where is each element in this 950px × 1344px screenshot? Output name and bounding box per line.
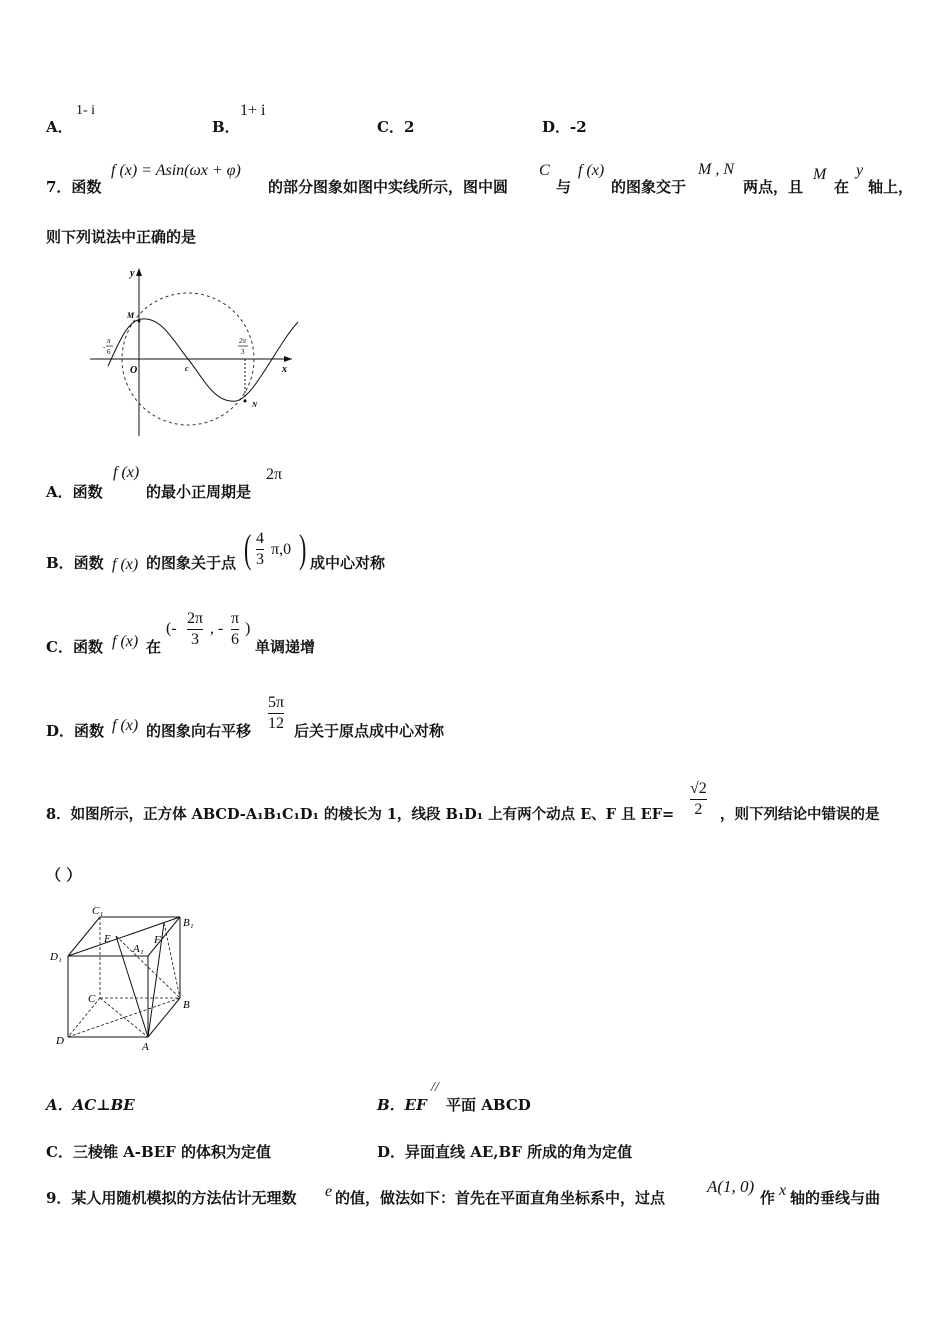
graph-y-label: y (130, 268, 135, 279)
q7-option-c-end: 单调递增 (255, 638, 316, 656)
q7-text-3: 的图象交于 (611, 178, 687, 196)
q7-option-b-point: π,0 (271, 541, 292, 558)
q6-option-a-math: 1- i (76, 103, 96, 118)
q8-stem: 8．如图所示，正方体 ABCD-A₁B₁C₁D₁ 的棱长为 1，线段 B₁D₁ 上有两个动点 E、F 且 EF= (46, 806, 675, 823)
q7-option-a-label: A．函数 (46, 483, 103, 501)
q7-option-c-frac-1 (187, 610, 203, 649)
q7-option-b-frac (256, 530, 264, 569)
graph-neg-sign: - (103, 343, 106, 351)
q7-option-b-fx: f (x) (112, 556, 139, 573)
q7-option-c-open: (- (166, 620, 177, 637)
q7-option-b-lparen: ( (243, 526, 252, 571)
q7-option-d-fx: f (x) (112, 717, 139, 734)
q8-option-a: A．AC⊥BE (46, 1096, 135, 1114)
q7-function: f (x) = Asin(ωx + φ) (111, 162, 241, 179)
q7-option-a-fx: f (x) (113, 464, 140, 481)
q7-option-b-rparen: ) (298, 526, 307, 571)
q7-option-b-text: 的图象关于点 (146, 554, 237, 572)
q6-option-a-label: A． (46, 118, 73, 136)
q8-option-d: D．异面直线 AE,BF 所成的角为定值 (377, 1143, 633, 1161)
q7-option-c-text: 在 (146, 638, 162, 656)
q9-text-1: 9．某人用随机模拟的方法估计无理数 (46, 1189, 297, 1207)
q7-option-c-label: C．函数 (46, 638, 103, 656)
q7-text-2: 与 (556, 178, 572, 196)
point-m (138, 320, 141, 323)
point-n (244, 400, 247, 403)
frac-den: 6 (231, 631, 240, 648)
q7-option-c-mid: , - (210, 620, 224, 637)
q9-text-2: 的值，做法如下：首先在平面直角坐标系中，过点 (335, 1189, 666, 1207)
q8-answer-paren: （ ） (46, 866, 82, 884)
frac-den: 2 (694, 801, 703, 818)
q7-y: y (856, 162, 864, 179)
q7-option-a-text: 的最小正周期是 (146, 483, 252, 501)
q7-option-c-fx: f (x) (112, 633, 139, 650)
q7-option-c-frac-2 (231, 610, 239, 649)
x-arrow-icon (284, 356, 292, 362)
q7-text-6: 轴上， (868, 178, 914, 196)
q7-text-1: 的部分图象如图中实线所示，图中圆 (268, 178, 509, 196)
q7-option-d-text: 的图象向右平移 (146, 722, 252, 740)
q8-option-b-label: B．EF (377, 1096, 427, 1114)
frac-den: 3 (191, 631, 200, 648)
graph-c-label: c (185, 364, 189, 373)
y-arrow-icon (136, 268, 142, 276)
q7-option-a-value: 2π (266, 466, 283, 483)
graph-n-label: N (252, 401, 258, 409)
cube-label-f: F (154, 934, 161, 946)
q8-frac (690, 780, 707, 819)
q8-stem-end: ，则下列结论中错误的是 (720, 806, 880, 823)
q7-option-d-frac (268, 694, 284, 733)
graph-m-label: M (127, 311, 135, 320)
q6-option-b-math: 1+ i (240, 102, 266, 119)
q7-circle-c: C (539, 162, 550, 179)
q7-option-d-label: D．函数 (46, 722, 105, 740)
q7-m: M (813, 166, 827, 183)
q7-question-line: 则下列说法中正确的是 (46, 228, 197, 246)
q7-mn: M , N (698, 161, 734, 178)
cube-label-b: B (183, 999, 190, 1011)
q7-fx: f (x) (578, 162, 605, 179)
q9-text-4: 轴的垂线与曲 (790, 1189, 881, 1207)
cube-label-b1: B₁ (183, 917, 194, 929)
cube-label-d: D (56, 1035, 64, 1047)
q6-option-d: D．-2 (542, 118, 587, 136)
q7-text-5: 在 (834, 178, 850, 196)
q7-option-b-end: 成中心对称 (310, 554, 386, 572)
frac-num: 5π (268, 694, 285, 711)
q7-number: 7．函数 (46, 178, 102, 196)
q7-option-b-label: B．函数 (46, 554, 104, 572)
cube-label-c: C (88, 993, 96, 1005)
graph-pos-den: 3 (241, 348, 245, 356)
q7-option-d-end: 后关于原点成中心对称 (294, 722, 445, 740)
graph-neg-num: π (107, 337, 111, 345)
q6-option-b-label: B． (212, 118, 240, 136)
q7-graph (86, 262, 306, 442)
frac-num: 4 (256, 530, 264, 547)
frac-num: π (231, 610, 240, 627)
sine-curve (108, 319, 298, 401)
q6-option-c: C．2 (377, 118, 415, 136)
q9-point: A(1, 0) (707, 1177, 755, 1196)
q8-option-b-parallel: // (431, 1080, 439, 1095)
graph-neg-den: 6 (107, 348, 111, 356)
q9-e: e (325, 1183, 333, 1200)
cube-label-e: E (104, 933, 111, 945)
cube-label-d1: D₁ (50, 951, 62, 963)
q8-cube-figure (48, 904, 208, 1054)
graph-pos-num: 2π (239, 337, 247, 345)
q9-x: x (779, 1182, 787, 1199)
frac-den: 3 (256, 551, 264, 568)
cube-label-a1: A₁ (133, 943, 144, 955)
cube-label-c1: C₁ (92, 905, 104, 917)
frac-num: 2π (187, 610, 204, 627)
q7-option-c-close: ) (245, 620, 251, 637)
q7-text-4: 两点，且 (743, 178, 804, 196)
frac-num: √2 (690, 780, 707, 797)
q8-option-c: C．三棱锥 A-BEF 的体积为定值 (46, 1143, 272, 1161)
q8-option-b-end: 平面 ABCD (446, 1096, 531, 1114)
graph-x-label: x (282, 364, 287, 375)
graph-origin-label: O (130, 365, 138, 376)
q9-text-3: 作 (760, 1189, 776, 1207)
frac-den: 12 (268, 715, 285, 732)
cube-label-a: A (142, 1041, 149, 1053)
